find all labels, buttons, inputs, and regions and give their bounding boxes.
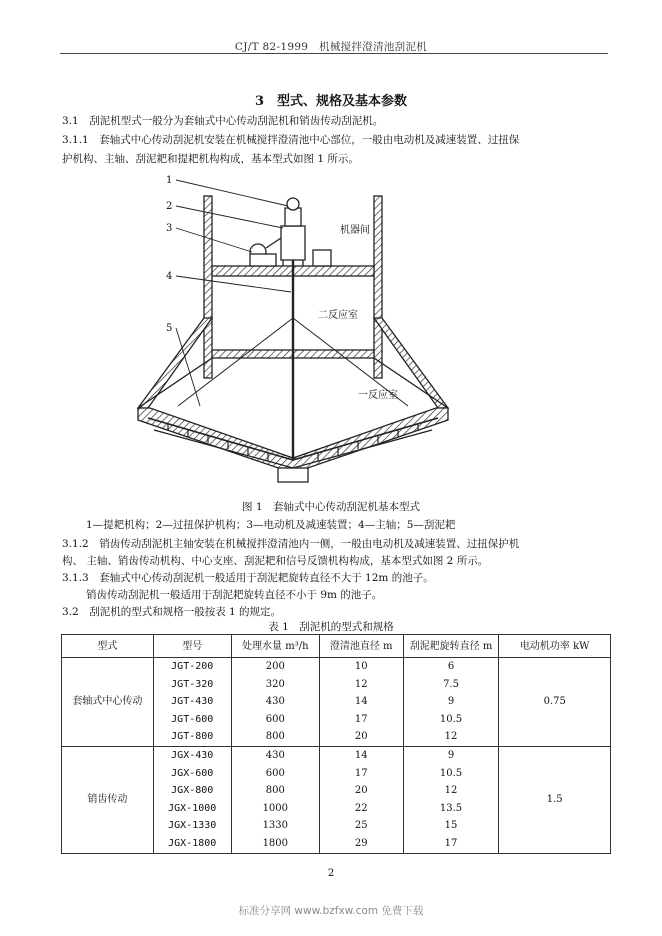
pool-diameter-cell: 10 12 14 17 20 (319, 658, 403, 747)
paragraph-3-1-3-line2: 销齿传动刮泥机一般适用于刮泥耙旋转直径不小于 9m 的池子。 (86, 589, 383, 601)
header-rule (60, 53, 608, 54)
figure-1-diagram (118, 168, 538, 498)
figure-label-2: 2 (166, 201, 173, 212)
motor-power-cell: 0.75 (499, 658, 611, 747)
rake-diameter-cell: 9 10.5 12 13.5 15 17 (403, 746, 499, 853)
rake-diameter-cell: 6 7.5 9 10.5 12 (403, 658, 499, 747)
site-watermark: 标准分享网 www.bzfxw.com 免费下载 (238, 905, 424, 917)
pool-diameter-cell: 14 17 20 22 25 29 (319, 746, 403, 853)
figure-label-3: 3 (166, 223, 173, 234)
group-type-cell: 销齿传动 (62, 746, 154, 853)
running-header: CJ/T 82-1999 机械搅拌澄清池刮泥机 (234, 41, 428, 53)
paragraph-3-1-1-line2: 护机构、主轴、刮泥耙和提耙机构构成，基本型式如图 1 所示。 (62, 153, 359, 165)
paragraph-3-1: 3.1 刮泥机型式一般分为套轴式中心传动刮泥机和销齿传动刮泥机。 (62, 115, 384, 127)
paragraph-3-1-2-line2: 构、 主轴、销齿传动机构、中心支座、刮泥耙和信号反馈机构构成，基本型式如图 2 所示。 (62, 555, 489, 567)
table-row (62, 658, 611, 747)
paragraph-3-1-2-line1: 3.1.2 销齿传动刮泥机主轴安装在机械搅拌澄清池内一侧，一般由电动机及减速装置、过扭保护机 (62, 538, 520, 550)
room-label-machine: 机器间 (340, 225, 370, 236)
flow-cell: 430 600 800 1000 1330 1800 (231, 746, 319, 853)
figure-label-1: 1 (166, 175, 173, 186)
figure-label-4: 4 (166, 271, 173, 282)
header-flow: 处理水量 m³/h (231, 635, 319, 658)
paragraph-3-2: 3.2 刮泥机的型式和规格一般按表 1 的规定。 (62, 606, 282, 618)
flow-cell: 200 320 430 600 800 (231, 658, 319, 747)
room-label-reaction-1: 一反应室 (358, 390, 398, 401)
paragraph-3-1-1-line1: 3.1.1 套轴式中心传动刮泥机安装在机械搅拌澄清池中心部位，一般由电动机及减速装置、过扭保 (62, 134, 520, 146)
header-motor-power: 电动机功率 kW (499, 635, 611, 658)
header-model: 型号 (153, 635, 231, 658)
figure-label-5: 5 (166, 323, 173, 334)
room-label-reaction-2: 二反应室 (318, 310, 358, 321)
table-header-row (62, 635, 611, 658)
page-number: 2 (327, 868, 335, 879)
motor-power-cell: 1.5 (499, 746, 611, 853)
header-pool-diameter: 澄清池直径 m (319, 635, 403, 658)
paragraph-3-1-3-line1: 3.1.3 套轴式中心传动刮泥机一般适用于刮泥耙旋转直径不大于 12m 的池子。 (62, 572, 434, 584)
section-title: 3 型式、规格及基本参数 (254, 94, 408, 109)
group-type-cell: 套轴式中心传动 (62, 658, 154, 747)
figure-1-legend: 1—提耙机构；2—过扭保护机构；3—电动机及减速装置；4—主轴；5—刮泥耙 (86, 519, 456, 531)
table-row (62, 746, 611, 853)
figure-1-caption: 图 1 套轴式中心传动刮泥机基本型式 (241, 501, 421, 513)
model-cell: JGT-200 JGT-320 JGT-430 JGT-600 JGT-800 (153, 658, 231, 747)
model-cell: JGX-430 JGX-600 JGX-800 JGX-1000 JGX-1330 JGX-1800 (153, 746, 231, 853)
header-type: 型式 (62, 635, 154, 658)
table-1-caption: 表 1 刮泥机的型式和规格 (268, 621, 394, 633)
spec-table (61, 634, 611, 854)
header-rake-diameter: 刮泥耙旋转直径 m (403, 635, 499, 658)
